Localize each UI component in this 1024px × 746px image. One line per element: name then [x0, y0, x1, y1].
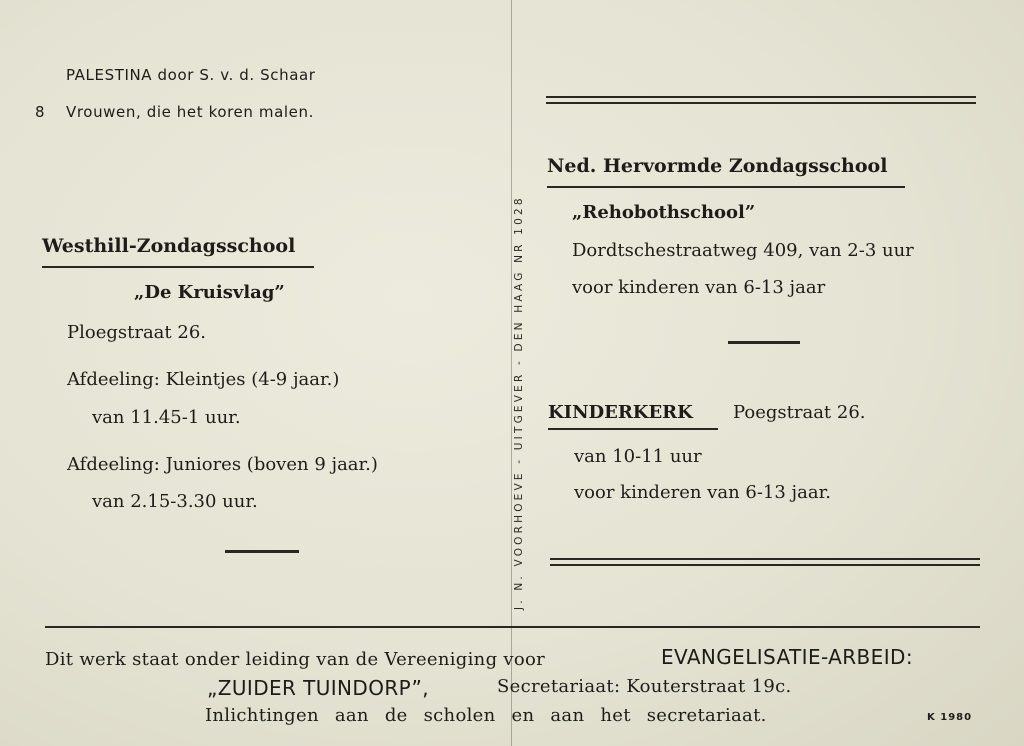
kinderkerk-underline — [548, 428, 718, 430]
right-address: Dordtschestraatweg 409, van 2-3 uur — [572, 240, 914, 261]
right-bottom-double-rule-1 — [550, 558, 980, 560]
left-dept1-time: van 11.45-1 uur. — [92, 407, 241, 428]
kinderkerk-title: KINDERKERK — [548, 402, 693, 423]
right-bottom-double-rule-2 — [550, 564, 980, 566]
card-caption: Vrouwen, die het koren malen. — [66, 103, 314, 121]
left-dept1: Afdeeling: Kleintjes (4-9 jaar.) — [67, 369, 340, 390]
footer-line2-org: „ZUIDER TUINDORP”, — [207, 676, 429, 700]
footer-line1-org: EVANGELISATIE-ARBEID: — [661, 645, 913, 669]
publisher-imprint: J. N. VOORHOEVE - UITGEVER - DEN HAAG NR 1028 — [513, 195, 525, 610]
left-dept2: Afdeeling: Juniores (boven 9 jaar.) — [67, 454, 378, 475]
left-school-subtitle: „De Kruisvlag” — [134, 282, 285, 303]
fold-line — [511, 0, 512, 746]
card-number: 8 — [35, 103, 46, 121]
left-dept2-time: van 2.15-3.30 uur. — [92, 491, 258, 512]
footer-line1-text: Dit werk staat onder leiding van de Vereeniging voor — [45, 649, 546, 670]
right-school-subtitle: „Rehobothschool” — [572, 202, 756, 223]
kinderkerk-address: Poegstraat 26. — [733, 402, 866, 423]
right-top-double-rule-2 — [546, 102, 976, 104]
left-address: Ploegstraat 26. — [67, 322, 206, 343]
right-title-underline — [547, 186, 905, 188]
right-divider — [728, 341, 800, 344]
footer-rule — [45, 626, 980, 628]
kinderkerk-ages: voor kinderen van 6-13 jaar. — [574, 482, 831, 503]
right-ages: voor kinderen van 6-13 jaar — [572, 277, 826, 298]
kinderkerk-time: van 10-11 uur — [574, 446, 702, 467]
left-divider — [225, 550, 299, 553]
card-series-title: PALESTINA door S. v. d. Schaar — [66, 66, 316, 84]
footer-line3: Inlichtingen aan de scholen en aan het secretariaat. — [205, 705, 767, 726]
right-top-double-rule-1 — [546, 96, 976, 98]
footer-line2-secretariat: Secretariaat: Kouterstraat 19c. — [497, 676, 792, 697]
left-title-underline — [42, 266, 314, 268]
right-school-title: Ned. Hervormde Zondagsschool — [547, 155, 888, 177]
left-school-title: Westhill-Zondagsschool — [42, 235, 296, 257]
print-code: K 1980 — [927, 712, 973, 723]
